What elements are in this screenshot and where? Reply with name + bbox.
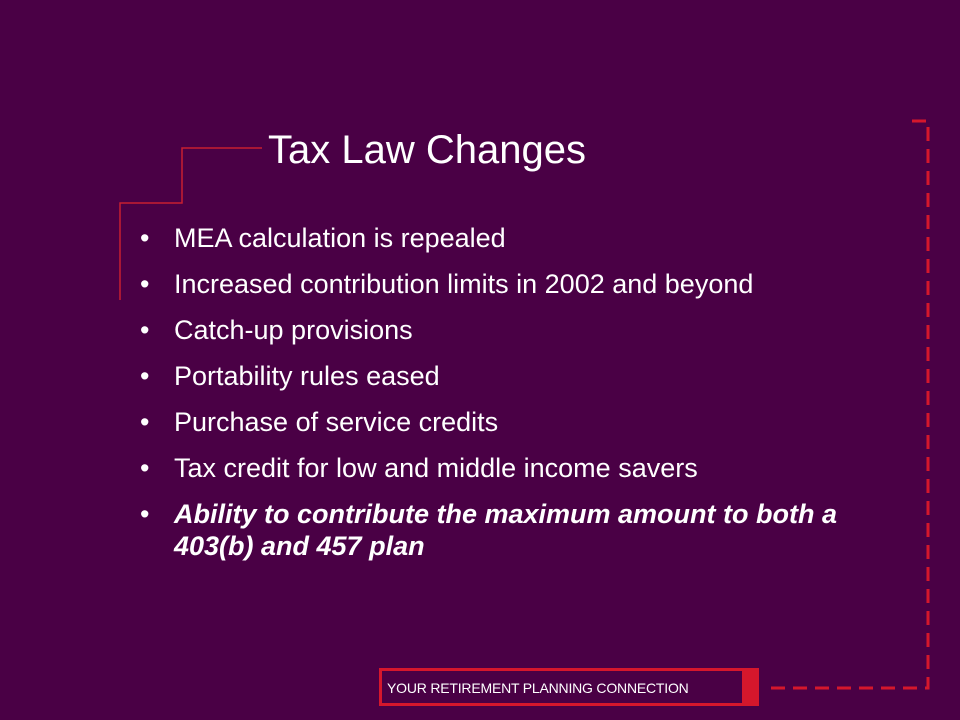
- bullet-icon: •: [140, 499, 150, 529]
- bullet-item: [140, 406, 880, 438]
- footer-label: YOUR RETIREMENT PLANNING CONNECTION: [387, 680, 689, 696]
- bullet-item-emphasized: [140, 498, 880, 562]
- bullet-icon: •: [140, 407, 150, 437]
- bullet-text: Ability to contribute the maximum amount to both a 403(b) and 457 plan: [174, 499, 838, 561]
- bullet-text: Purchase of service credits: [174, 407, 499, 437]
- bullet-item: [140, 452, 880, 484]
- bullet-item: [140, 360, 880, 392]
- bullet-icon: •: [140, 269, 150, 299]
- slide-title: Tax Law Changes: [268, 128, 586, 172]
- bullet-text: Catch-up provisions: [174, 315, 413, 345]
- bullet-icon: •: [140, 453, 150, 483]
- bullet-icon: •: [140, 223, 150, 253]
- bullet-item: [140, 222, 880, 254]
- footer-badge: [379, 668, 759, 706]
- bullet-text: MEA calculation is repealed: [174, 223, 506, 253]
- bullet-item: [140, 314, 880, 346]
- bullet-icon: •: [140, 361, 150, 391]
- bullet-text: Increased contribution limits in 2002 and beyond: [174, 269, 754, 299]
- footer-accent-tab: [742, 671, 756, 703]
- bullet-item: [140, 268, 880, 300]
- bullet-list: [140, 222, 880, 576]
- bullet-icon: •: [140, 315, 150, 345]
- bullet-text: Tax credit for low and middle income savers: [174, 453, 698, 483]
- bullet-text: Portability rules eased: [174, 361, 440, 391]
